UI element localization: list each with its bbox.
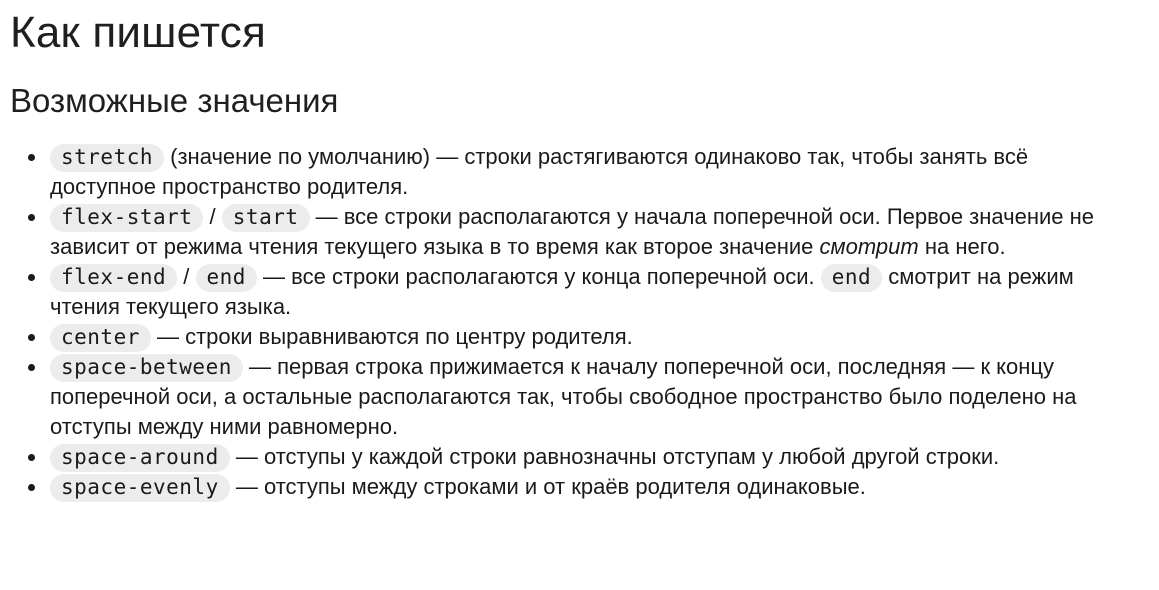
list-item-space-evenly bbox=[50, 472, 1120, 502]
item-description: — все строки располагаются у конца поперечной оси. bbox=[256, 264, 821, 289]
code-value: end bbox=[196, 264, 257, 292]
bullet-icon bbox=[28, 214, 35, 221]
bullet-icon bbox=[28, 454, 35, 461]
page-title: Как пишется bbox=[10, 8, 266, 57]
item-description: — первая строка прижимается к началу поперечной оси, последняя — к концу поперечной оси, а остальные располагаются так, чтобы свободное пространство было поделено на отступы между ними равномерно. bbox=[50, 354, 1077, 439]
list-item-flex-end bbox=[50, 262, 1120, 322]
code-value: flex-end bbox=[50, 264, 177, 292]
bullet-icon bbox=[28, 154, 35, 161]
list-item-flex-start bbox=[50, 202, 1120, 262]
item-description: — строки выравниваются по центру родителя. bbox=[150, 324, 633, 349]
code-value: space-around bbox=[50, 444, 230, 472]
list-item-center bbox=[50, 322, 1120, 352]
item-description: (значение по умолчанию) — строки растягиваются одинаково так, чтобы занять всё доступное пространство родителя. bbox=[50, 144, 1029, 199]
separator: / bbox=[177, 264, 196, 289]
code-value: start bbox=[222, 204, 310, 232]
item-description: — отступы между строками и от краёв родителя одинаковые. bbox=[229, 474, 866, 499]
item-description-end: смотрит на режим чтения текущего языка. bbox=[50, 264, 1074, 319]
bullet-icon bbox=[28, 364, 35, 371]
values-list bbox=[10, 142, 1120, 502]
separator: / bbox=[203, 204, 222, 229]
code-value: stretch bbox=[50, 144, 164, 172]
item-description-end: на него. bbox=[918, 234, 1006, 259]
list-item-space-around bbox=[50, 442, 1120, 472]
code-value: space-evenly bbox=[50, 474, 230, 502]
emphasis-text: смотрит bbox=[819, 234, 919, 259]
code-value: flex-start bbox=[50, 204, 203, 232]
code-value: end bbox=[821, 264, 882, 292]
item-description: — отступы у каждой строки равнозначны отступам у любой другой строки. bbox=[229, 444, 1000, 469]
bullet-icon bbox=[28, 484, 35, 491]
code-value: space-between bbox=[50, 354, 243, 382]
list-item-space-between bbox=[50, 352, 1120, 442]
bullet-icon bbox=[28, 334, 35, 341]
list-item-stretch bbox=[50, 142, 1120, 202]
item-description: — все строки располагаются у начала поперечной оси. Первое значение не зависит от режима чтения текущего языка в то время как второе значение bbox=[50, 204, 1095, 259]
bullet-icon bbox=[28, 274, 35, 281]
section-heading: Возможные значения bbox=[10, 82, 339, 119]
code-value: center bbox=[50, 324, 151, 352]
